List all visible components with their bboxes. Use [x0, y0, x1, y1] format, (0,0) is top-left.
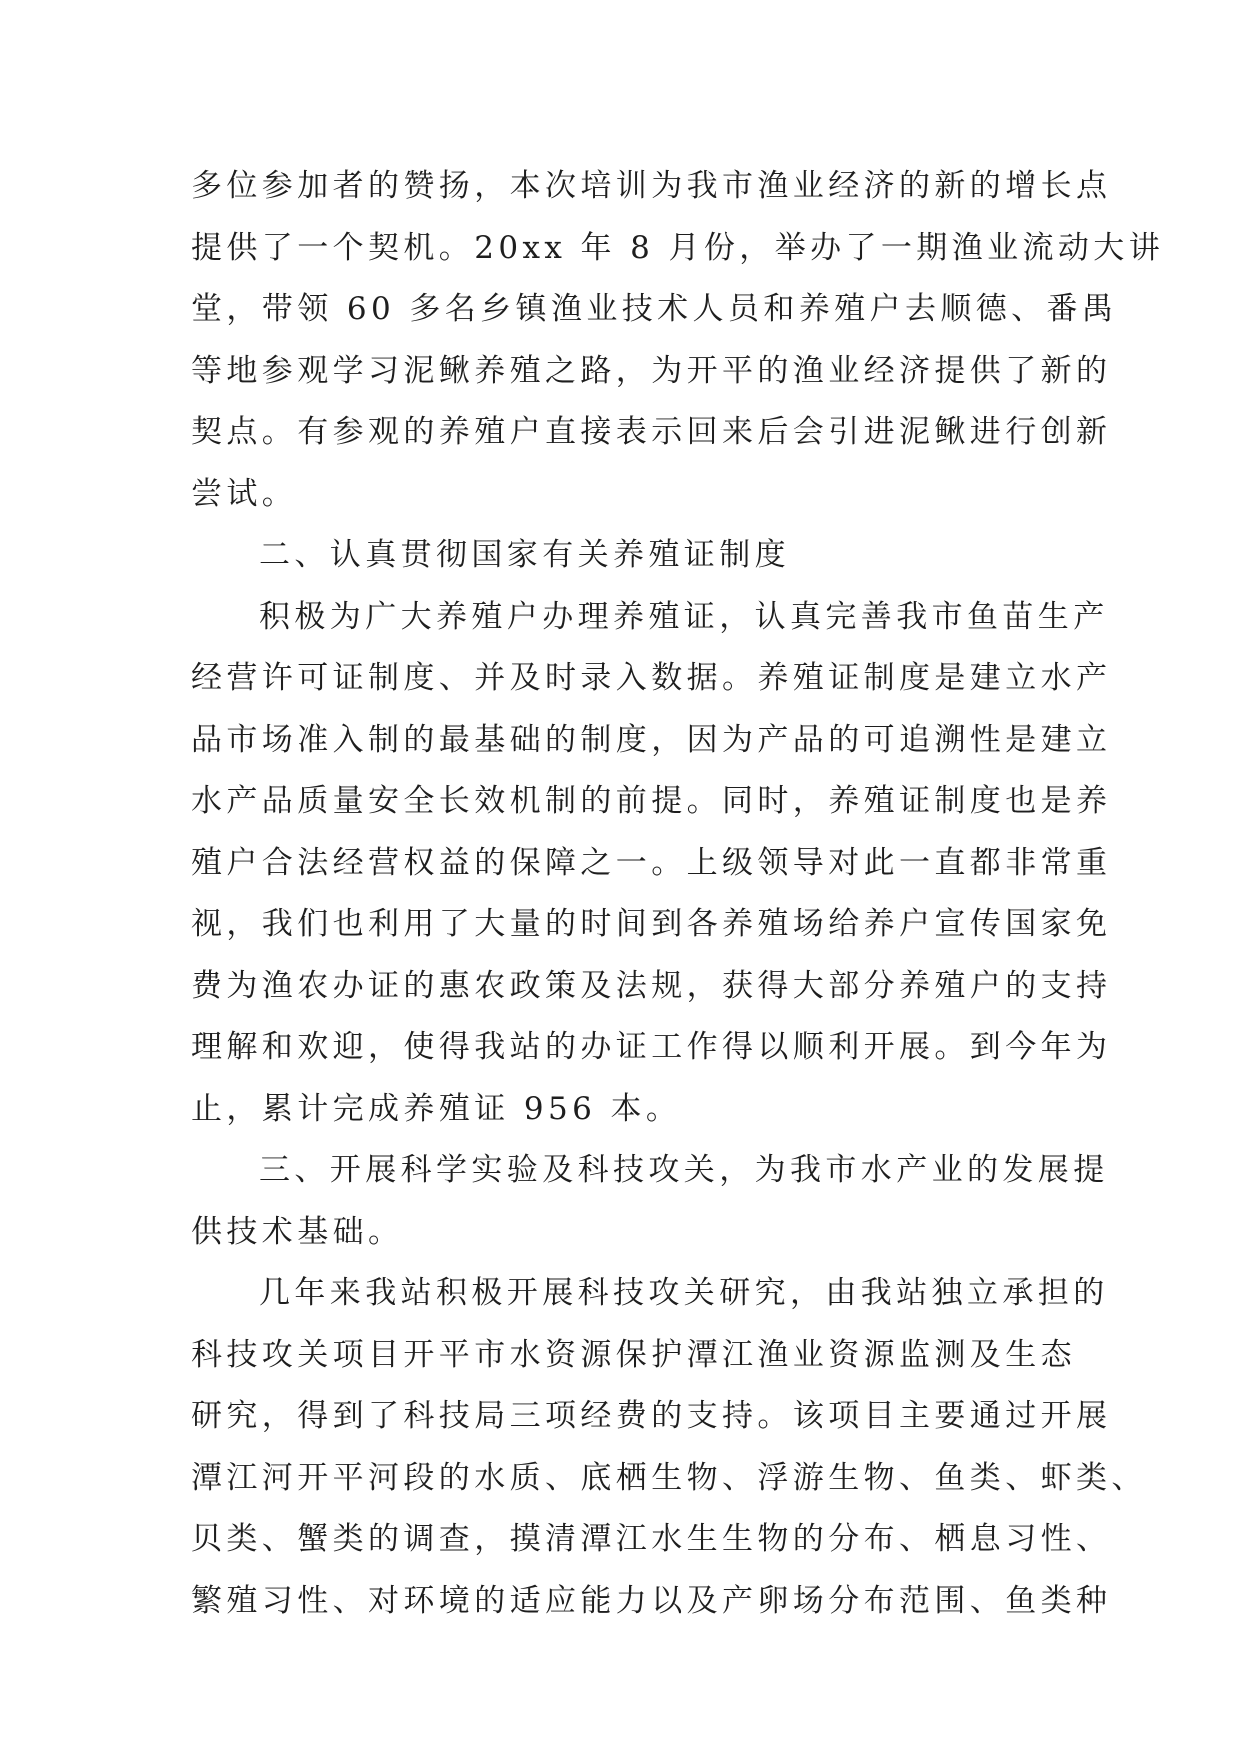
text-line: 水产品质量安全长效机制的前提。同时，养殖证制度也是养: [191, 783, 1112, 819]
text-line: 三、开展科学实验及科技攻关，为我市水产业的发展提: [259, 1152, 1109, 1188]
text-line: 殖户合法经营权益的保障之一。上级领导对此一直都非常重: [191, 844, 1112, 881]
text-line: 贝类、蟹类的调查，摸清潭江水生生物的分布、栖息习性、: [191, 1521, 1112, 1557]
text-line: 等地参观学习泥鳅养殖之路，为开平的渔业经济提供了新的: [191, 352, 1112, 389]
text-line: 尝试。: [191, 475, 298, 512]
text-line: 积极为广大养殖户办理养殖证，认真完善我市鱼苗生产: [259, 598, 1109, 635]
text-line: 费为渔农办证的惠农政策及法规，获得大部分养殖户的支持: [191, 967, 1112, 1004]
text-line: 供技术基础。: [191, 1213, 404, 1250]
text-line: 堂，带领 60 多名乡镇渔业技术人员和养殖户去顺德、番禺: [191, 291, 1118, 327]
text-line: 经营许可证制度、并及时录入数据。养殖证制度是建立水产: [191, 660, 1112, 696]
text-line: 多位参加者的赞扬，本次培训为我市渔业经济的新的增长点: [191, 168, 1112, 204]
text-line: 二、认真贯彻国家有关养殖证制度: [259, 537, 790, 573]
text-line: 理解和欢迎，使得我站的办证工作得以顺利开展。到今年为: [191, 1029, 1112, 1065]
text-line: 提供了一个契机。20xx 年 8 月份，举办了一期渔业流动大讲: [191, 229, 1165, 266]
text-line: 繁殖习性、对环境的适应能力以及产卵场分布范围、鱼类种: [191, 1582, 1112, 1619]
text-line: 科技攻关项目开平市水资源保护潭江渔业资源监测及生态: [191, 1336, 1076, 1373]
text-line: 潭江河开平河段的水质、底栖生物、浮游生物、鱼类、虾类、: [191, 1459, 1147, 1496]
text-line: 视，我们也利用了大量的时间到各养殖场给养户宣传国家免: [191, 906, 1112, 942]
text-line: 止，累计完成养殖证 956 本。: [191, 1090, 682, 1127]
text-line: 契点。有参观的养殖户直接表示回来后会引进泥鳅进行创新: [191, 414, 1112, 450]
text-line: 研究，得到了科技局三项经费的支持。该项目主要通过开展: [191, 1398, 1112, 1434]
text-line: 品市场准入制的最基础的制度，因为产品的可追溯性是建立: [191, 721, 1112, 758]
document-body: [191, 156, 1165, 1632]
text-line: 几年来我站积极开展科技攻关研究，由我站独立承担的: [259, 1275, 1109, 1311]
